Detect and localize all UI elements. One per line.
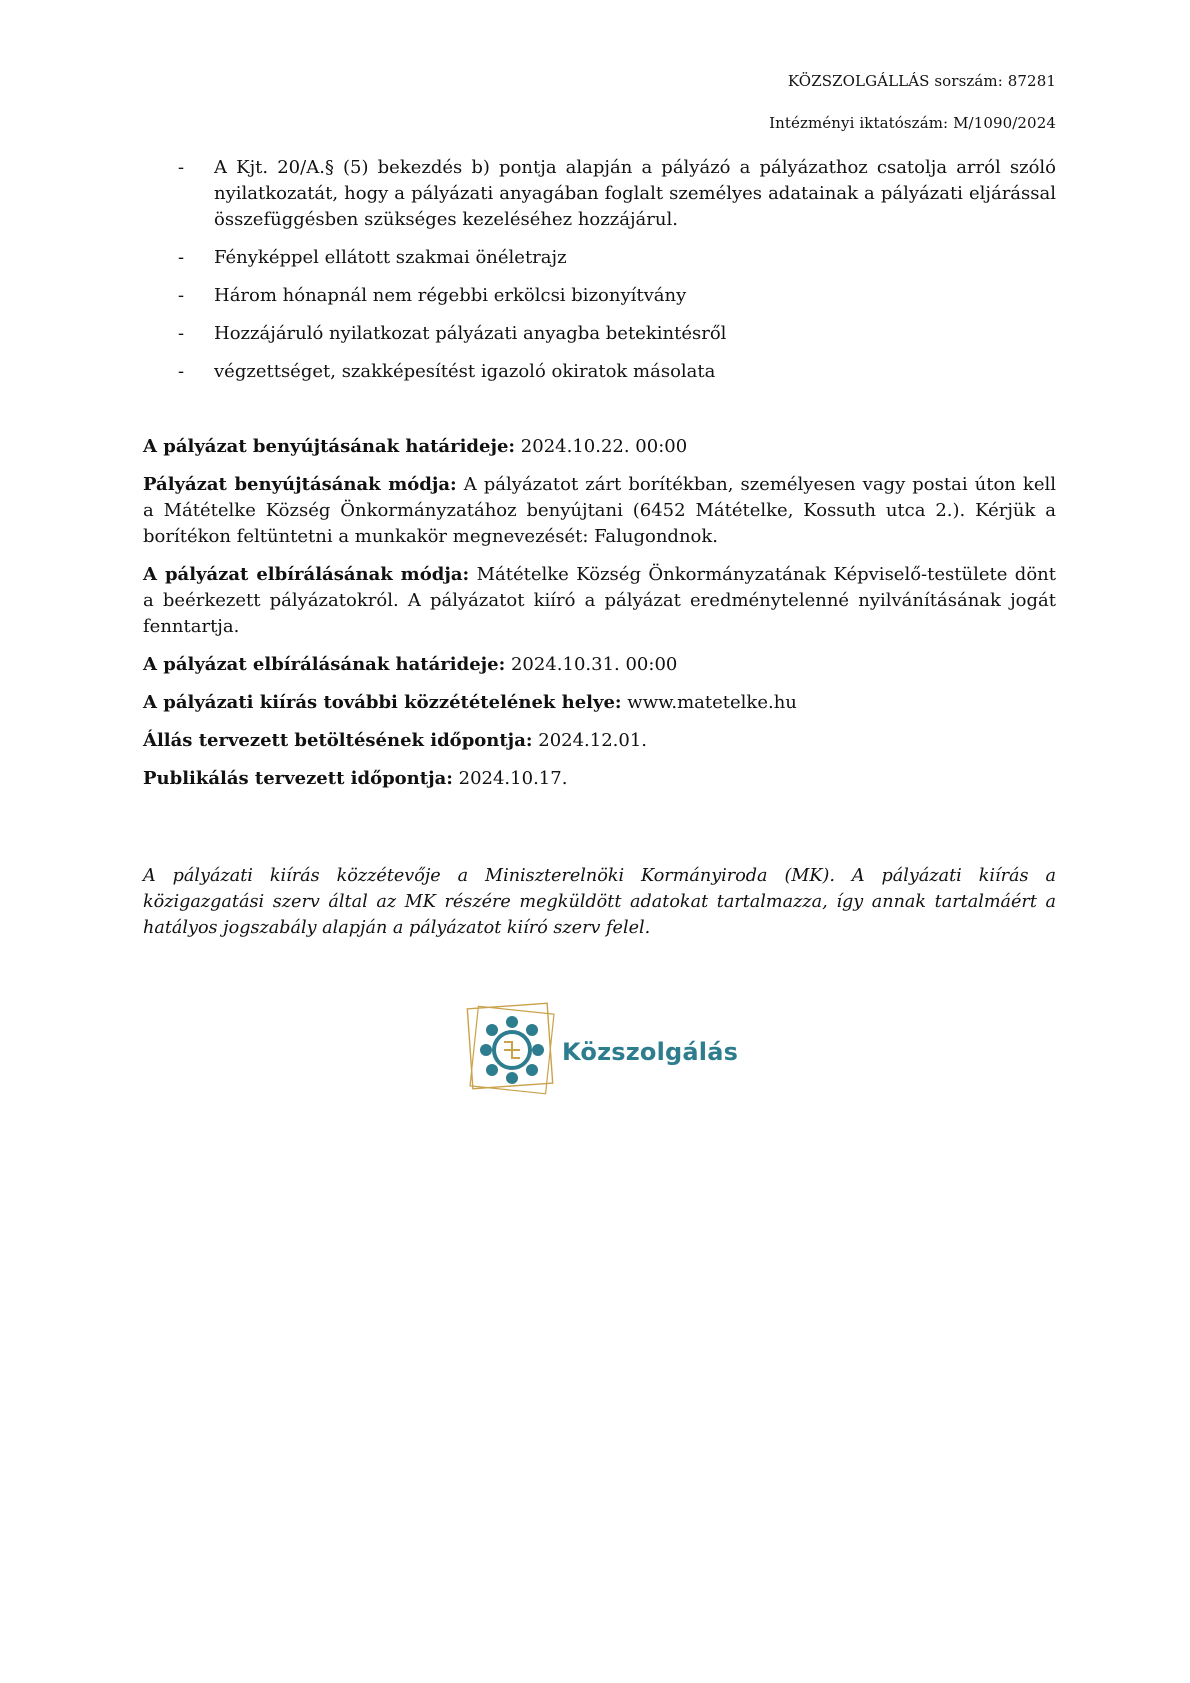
list-item-text: A Kjt. 20/A.§ (5) bekezdés b) pontja alapján a pályázó a pályázathoz csatolja arról szóló nyilatkozatát, hogy a pályázati anyagában foglalt személyes adatainak a pályázati eljárással összefüggésben szükséges kezeléséhez hozzájárul. — [214, 157, 1056, 230]
list-item — [178, 359, 1056, 385]
field-value: 2024.10.22. 00:00 — [515, 436, 688, 457]
kozszolgalas-logo — [460, 1000, 760, 1100]
list-item — [178, 283, 1056, 309]
publisher-note: A pályázati kiírás közzétevője a Miniszterelnöki Kormányiroda (MK). A pályázati kiírás a közigazgatási szerv által az MK részére megküldött adatokat tartalmazza, így annak tartalmáért a hatályos jogszabály alapján a pályázatot kiíró szerv felel. — [143, 866, 1056, 938]
list-item-text: Fényképpel ellátott szakmai önéletrajz — [214, 247, 567, 268]
registry-number: Intézményi iktatószám: M/1090/2024 — [769, 114, 1056, 132]
field-label: Pályázat benyújtásának módja: — [143, 474, 457, 495]
field-value: 2024.10.17. — [452, 768, 568, 789]
field-value: A pályázatot zárt borítékban, személyesen vagy postai úton kell a Mátételke Község Önkormányzatához benyújtani (6452 Mátételke, Kossuth utca 2.). Kérjük a borítékon feltüntetni a munkakör megnevezését: Falugondnok. — [143, 474, 1057, 547]
field-value: 2024.12.01. — [532, 730, 648, 751]
field-value: www.matetelke.hu — [621, 692, 797, 713]
field-label: A pályázat benyújtásának határideje: — [143, 436, 516, 457]
field-label: A pályázat elbírálásának határideje: — [143, 654, 506, 675]
bullet-marker: - — [178, 157, 185, 178]
field-value: Mátételke Község Önkormányzatának Képviselő-testülete dönt a beérkezett pályázatokról. A pályázatot kiíró a pályázat eredménytelenné nyilvánításának jogát fenntartja. — [143, 564, 1056, 637]
logo-text: Közszolgálás — [562, 1038, 739, 1066]
field-label: A pályázat elbírálásának módja: — [143, 564, 470, 585]
field-label: Publikálás tervezett időpontja: — [143, 768, 453, 789]
publication-place-field — [143, 690, 1056, 716]
list-item-text: végzettséget, szakképesítést igazoló okiratok másolata — [214, 361, 716, 382]
bullet-marker: - — [178, 361, 185, 382]
list-item-text: Hozzájáruló nyilatkozat pályázati anyagba betekintésről — [214, 323, 727, 344]
list-item — [178, 245, 1056, 271]
evaluation-deadline-field — [143, 652, 1056, 678]
deadline-field — [143, 434, 1056, 460]
bullet-marker: - — [178, 323, 185, 344]
submission-method-field — [143, 472, 1056, 550]
evaluation-method-field — [143, 562, 1056, 640]
requirements-list — [178, 155, 1056, 397]
bullet-marker: - — [178, 247, 185, 268]
list-item — [178, 321, 1056, 347]
publish-date-field — [143, 766, 1056, 792]
start-date-field — [143, 728, 1056, 754]
list-item — [178, 155, 1056, 233]
field-value: 2024.10.31. 00:00 — [505, 654, 678, 675]
bullet-marker: - — [178, 285, 185, 306]
serial-number: KÖZSZOLGÁLLÁS sorszám: 87281 — [787, 72, 1056, 90]
kozszolgalas-emblem-icon — [460, 1000, 560, 1100]
application-details — [143, 434, 1056, 804]
list-item-text: Három hónapnál nem régebbi erkölcsi bizonyítvány — [214, 285, 687, 306]
field-label: Állás tervezett betöltésének időpontja: — [143, 730, 533, 751]
field-label: A pályázati kiírás további közzétételének helye: — [143, 692, 622, 713]
